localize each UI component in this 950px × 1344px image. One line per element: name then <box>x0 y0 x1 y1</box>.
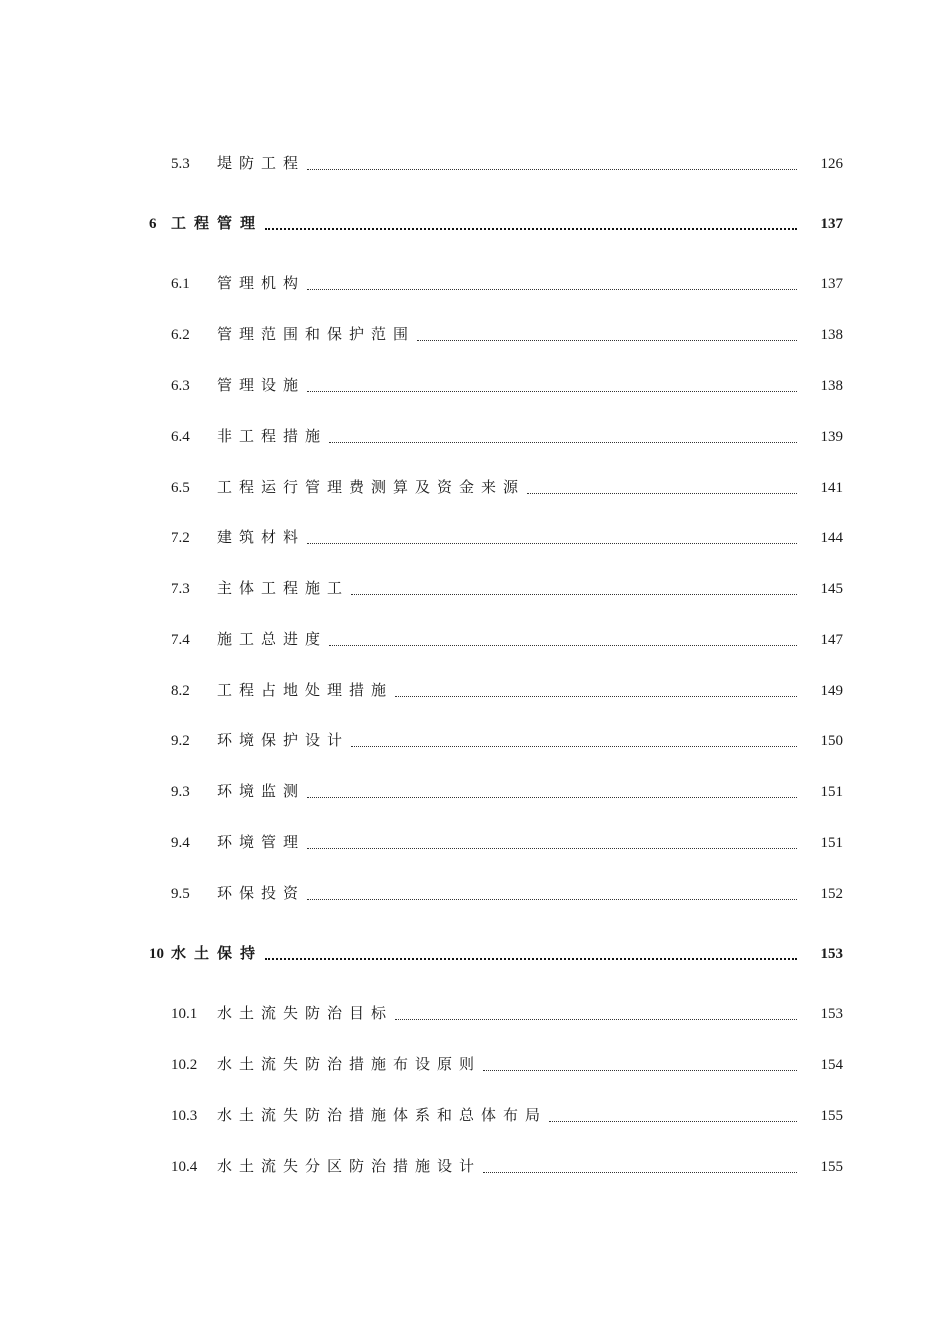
dot-leader <box>307 848 797 849</box>
section-number: 6.2 <box>171 327 190 343</box>
toc-chapter-6[interactable] <box>0 213 950 235</box>
dot-leader <box>329 442 797 443</box>
toc-entry-6-4[interactable] <box>0 426 950 448</box>
dot-leader <box>483 1070 797 1071</box>
dot-leader <box>549 1121 797 1122</box>
section-number: 9.5 <box>171 886 190 902</box>
dot-leader <box>265 958 797 960</box>
section-title: 堤防工程 <box>217 156 306 172</box>
toc-entry-6-2[interactable] <box>0 324 950 346</box>
section-number: 6.1 <box>171 276 190 292</box>
toc-entry-7-2[interactable] <box>0 527 950 549</box>
section-title: 管理设施 <box>217 378 306 394</box>
page-number: 151 <box>820 784 843 800</box>
dot-leader <box>307 899 797 900</box>
section-number: 9.4 <box>171 835 190 851</box>
section-title: 环境管理 <box>217 835 306 851</box>
page-number: 147 <box>820 632 843 648</box>
dot-leader <box>307 797 797 798</box>
page-number: 137 <box>820 216 843 232</box>
page-number: 137 <box>820 276 843 292</box>
section-number: 8.2 <box>171 683 190 699</box>
page-number: 126 <box>820 156 843 172</box>
page-number: 144 <box>820 530 843 546</box>
page-number: 150 <box>820 733 843 749</box>
toc-chapter-10[interactable] <box>0 943 950 965</box>
toc-entry-5-3[interactable] <box>0 153 950 175</box>
toc-entry-6-5[interactable] <box>0 477 950 499</box>
page-number: 155 <box>820 1108 843 1124</box>
section-title: 管理范围和保护范围 <box>217 327 416 343</box>
dot-leader <box>307 289 797 290</box>
section-number: 10.4 <box>171 1159 198 1175</box>
page-number: 149 <box>820 683 843 699</box>
toc-entry-7-3[interactable] <box>0 578 950 600</box>
dot-leader <box>395 1019 797 1020</box>
section-number: 10.1 <box>171 1006 198 1022</box>
dot-leader <box>329 645 797 646</box>
toc-entry-6-1[interactable] <box>0 273 950 295</box>
section-number: 7.4 <box>171 632 190 648</box>
toc-entry-8-2[interactable] <box>0 680 950 702</box>
toc-entry-9-3[interactable] <box>0 781 950 803</box>
page-number: 145 <box>820 581 843 597</box>
section-number: 6.5 <box>171 480 190 496</box>
dot-leader <box>417 340 797 341</box>
dot-leader <box>265 228 797 230</box>
toc-entry-10-2[interactable] <box>0 1054 950 1076</box>
page-number: 141 <box>820 480 843 496</box>
section-number: 9.3 <box>171 784 190 800</box>
toc-entry-9-5[interactable] <box>0 883 950 905</box>
dot-leader <box>307 169 797 170</box>
page-number: 153 <box>820 1006 843 1022</box>
page-number: 153 <box>820 946 843 962</box>
toc-entry-10-1[interactable] <box>0 1003 950 1025</box>
section-title: 环境监测 <box>217 784 306 800</box>
chapter-title: 水土保持 <box>171 946 264 962</box>
chapter-title: 工程管理 <box>171 216 264 232</box>
dot-leader <box>395 696 797 697</box>
page-number: 139 <box>820 429 843 445</box>
dot-leader <box>527 493 797 494</box>
section-title: 水土流失防治措施布设原则 <box>217 1057 482 1073</box>
dot-leader <box>351 746 797 747</box>
section-number: 5.3 <box>171 156 190 172</box>
section-title: 水土流失分区防治措施设计 <box>217 1159 482 1175</box>
toc-entry-7-4[interactable] <box>0 629 950 651</box>
section-number: 6.4 <box>171 429 190 445</box>
section-number: 10.2 <box>171 1057 198 1073</box>
toc-entry-6-3[interactable] <box>0 375 950 397</box>
section-title: 水土流失防治目标 <box>217 1006 394 1022</box>
toc-entry-10-4[interactable] <box>0 1156 950 1178</box>
chapter-number: 6 <box>149 216 157 232</box>
section-title: 施工总进度 <box>217 632 328 648</box>
page-number: 154 <box>820 1057 843 1073</box>
section-title: 环境保护设计 <box>217 733 350 749</box>
section-number: 6.3 <box>171 378 190 394</box>
section-title: 工程占地处理措施 <box>217 683 394 699</box>
section-title: 主体工程施工 <box>217 581 350 597</box>
section-title: 水土流失防治措施体系和总体布局 <box>217 1108 548 1124</box>
section-title: 建筑材料 <box>217 530 306 546</box>
section-number: 7.3 <box>171 581 190 597</box>
section-number: 7.2 <box>171 530 190 546</box>
page-number: 138 <box>820 378 843 394</box>
page-number: 155 <box>820 1159 843 1175</box>
section-title: 工程运行管理费测算及资金来源 <box>217 480 526 496</box>
toc-entry-9-4[interactable] <box>0 832 950 854</box>
page-number: 151 <box>820 835 843 851</box>
section-number: 9.2 <box>171 733 190 749</box>
section-number: 10.3 <box>171 1108 198 1124</box>
dot-leader <box>307 391 797 392</box>
section-title: 管理机构 <box>217 276 306 292</box>
toc-entry-9-2[interactable] <box>0 730 950 752</box>
dot-leader <box>483 1172 797 1173</box>
page-number: 138 <box>820 327 843 343</box>
page-number: 152 <box>820 886 843 902</box>
chapter-number: 10 <box>149 946 164 962</box>
dot-leader <box>351 594 797 595</box>
toc-entry-10-3[interactable] <box>0 1105 950 1127</box>
dot-leader <box>307 543 797 544</box>
section-title: 非工程措施 <box>217 429 328 445</box>
section-title: 环保投资 <box>217 886 306 902</box>
